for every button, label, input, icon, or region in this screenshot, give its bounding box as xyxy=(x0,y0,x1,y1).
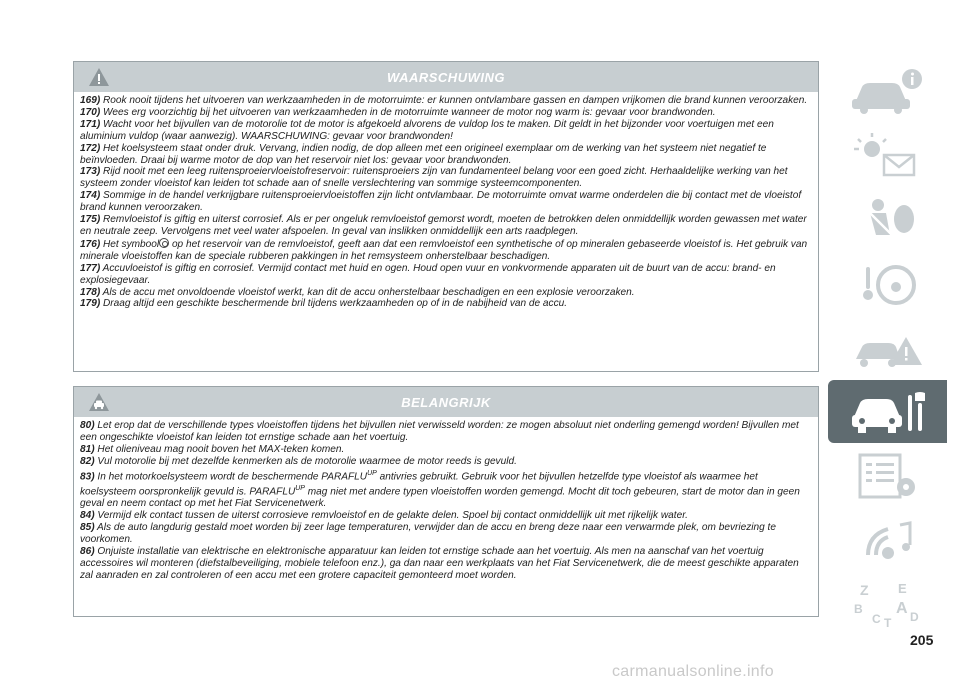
svg-text:Z: Z xyxy=(859,581,869,598)
list-item: 171) Wacht voor het bijvullen van de motorolie tot de motor is afgekoeld alvorens de vuldop los te maken. Dit geldt in het bijzonder voor voertuigen met een aluminium vuldop (waar aanwezig). WAARSCHUWING: gevaar voor brandwonden! xyxy=(80,118,774,142)
list-item: 179) Draag altijd een geschikte beschermende bril tijdens werkzaamheden op of in de nabijheid van de accu. xyxy=(80,298,568,310)
emergency-icon xyxy=(848,323,928,373)
warning-body xyxy=(74,92,818,314)
important-header xyxy=(74,387,818,417)
safety-airbag-icon xyxy=(848,195,928,245)
list-item: 170) Wees erg voorzichtig bij het uitvoeren van werkzaamheden in de motorruimte wanneer de motor nog warm is: gevaar voor brandwonden. xyxy=(80,106,716,118)
svg-text:T: T xyxy=(883,615,891,629)
list-item: 177) Accuvloeistof is giftig en corrosief. Vermijd contact met huid en ogen. Houd open vuur en vonkvormende apparaten uit de buurt van de accu: brand- en explosiegevaar. xyxy=(80,262,776,286)
index-icon xyxy=(848,579,928,629)
svg-text:E: E xyxy=(897,580,907,596)
warning-lights-icon xyxy=(848,131,928,181)
tab-multimedia[interactable] xyxy=(828,508,947,571)
tab-index[interactable] xyxy=(828,572,947,635)
svg-text:A: A xyxy=(895,599,908,617)
list-item: 174) Sommige in de handel verkrijgbare ruitensproeiervloeistoffen zijn licht ontvlambaar. De motorruimte omvat warme onderdelen die bij contact met de vloeistof brand kunnen veroorzaken. xyxy=(80,190,802,214)
list-item: 178) Als de accu met onvoldoende vloeistof werkt, kan dit de accu onherstelbaar beschadigen en een explosie veroorzaken. xyxy=(80,286,635,298)
tab-safety[interactable] xyxy=(828,188,947,251)
chapter-tabs xyxy=(828,60,947,636)
list-item: 83) In het motorkoelsysteem wordt de beschermende $PARAFLU^{UP}$ antivries gebruikt. Gebruik voor het bijvullen hetzelfde type vloeistof als waarmee het koelsysteem oorspronkelijk gevuld is. $PARAFLU^{UP}$ mag niet met andere typen vloeistoffen worden gemengd. Mocht dit toch gebeuren, start de motor dan in geen geval en neem contact op met het Fiat Servicenetwerk. xyxy=(80,469,800,510)
list-item: 82) Vul motorolie bij met dezelfde kenmerken als de motorolie waarmee de motor reeds is gevuld. xyxy=(80,455,517,467)
list-item: 81) Het olieniveau mag nooit boven het MAX-teken komen. xyxy=(80,443,345,455)
list-item: 86) Onjuiste installatie van elektrische en elektronische apparatuur kan leiden tot ernstige schade aan het voertuig. Als men na aanschaf van het voertuig accessoires wil monteren (diefstalbeveiliging, mobiele telefoon enz.), ga dan naar een werkplaats van het Fiat Servicenetwerk, die de meest geschikte apparaten zal aanraden en zal controleren of een accu met een grotere capaciteit gemonteerd moet worden. xyxy=(80,545,799,581)
tab-car-info[interactable] xyxy=(828,60,947,123)
tab-warning-lights[interactable] xyxy=(828,124,947,187)
warning-header xyxy=(74,62,818,92)
car-info-icon xyxy=(848,67,928,117)
list-item: 84) Vermijd elk contact tussen de uiterst corrosieve remvloeistof en de gelakte delen. Spoel bij contact onmiddellijk uit met rijkelijk water. xyxy=(80,510,688,522)
brake-fluid-symbol-icon xyxy=(159,238,169,248)
list-item: 80) Let erop dat de verschillende types vloeistoffen tijdens het bijvullen niet verwisseld worden: ze mogen absoluut niet onderling gemengd worden! Bijvullen met een ongeschikte vloeistof kan leiden tot ernstige schade aan het voertuig. xyxy=(80,420,799,443)
tab-driving[interactable] xyxy=(828,252,947,315)
page-number: 205 xyxy=(910,632,934,648)
svg-text:B: B xyxy=(853,601,863,616)
steering-wheel-icon xyxy=(848,259,928,309)
svg-text:C: C xyxy=(871,611,881,626)
important-box xyxy=(73,386,819,617)
list-item: 176) Het symbool op het reservoir van de remvloeistof, geeft aan dat een remvloeistof een synthetische of op mineralen gebaseerde vloeistof is. Het gebruik van minerale vloeistoffen kan de speciale rubberen pakkingen in het remsysteem onherstelbaar beschadigen. xyxy=(80,238,808,262)
list-item: 175) Remvloeistof is giftig en uiterst corrosief. Als er per ongeluk remvloeistof gemorst wordt, moeten de betrokken delen onmiddellijk worden gewassen met water en neutrale zeep. Vervolgens met veel water afspoelen. In geval van inslikken onmiddellijk een arts raadplegen. xyxy=(80,214,807,237)
warning-title: WAARSCHUWING xyxy=(387,70,505,85)
technical-data-icon xyxy=(848,451,928,501)
tab-emergency[interactable] xyxy=(828,316,947,379)
list-item: 172) Het koelsysteem staat onder druk. Vervang, indien nodig, de dop alleen met een origineel exemplaar om de werking van het systeem niet negatief te beïnvloeden. Draai bij warme motor de dop van het reservoir niet los: gevaar voor brandwonden. xyxy=(80,142,767,166)
multimedia-icon xyxy=(848,515,928,565)
warning-box xyxy=(73,61,819,372)
car-maintenance-icon xyxy=(848,387,928,437)
tab-maintenance[interactable] xyxy=(828,380,947,443)
tab-technical-data[interactable] xyxy=(828,444,947,507)
important-body xyxy=(74,417,818,586)
watermark: carmanualsonline.info xyxy=(612,663,774,680)
list-item: 169) Rook nooit tijdens het uitvoeren van werkzaamheden in de motorruimte: er kunnen ontvlambare gassen en dampen vrijkomen die brand kunnen veroorzaken. xyxy=(80,95,808,106)
svg-text:D: D xyxy=(909,609,919,624)
list-item: 173) Rijd nooit met een leeg ruitensproeiervloeistofreservoir: ruitensproeiers zijn van fundamenteel belang voor een goed zicht. Herhaaldelijke werking van het systeem zonder vloeistof kan leiden tot schade aan of snelle verslechtering van sommige systeemcomponenten. xyxy=(80,166,788,190)
important-title: BELANGRIJK xyxy=(401,395,491,410)
list-item: 85) Als de auto langdurig gestald moet worden bij zeer lage temperaturen, verwijder dan de accu en breng deze naar een verwarmde plek, om bevriezing te voorkomen. xyxy=(80,521,776,545)
